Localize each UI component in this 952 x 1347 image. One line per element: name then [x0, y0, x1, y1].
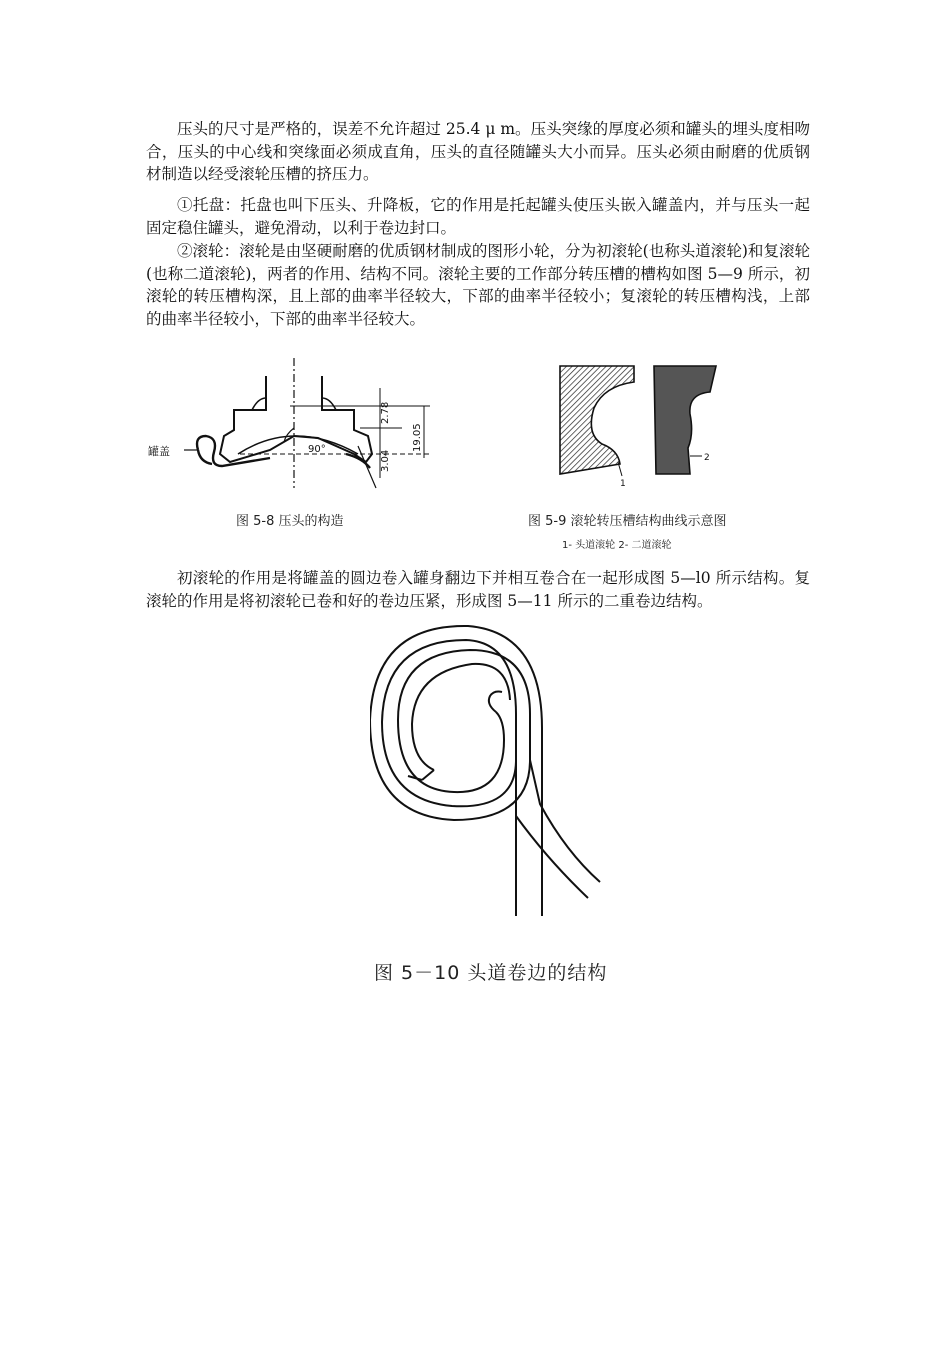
figure-5-8-drawing: [140, 358, 440, 498]
figure-5-9-drawing: [548, 356, 748, 488]
dim-label-c: 19.05: [412, 423, 423, 452]
figure-5-10-caption: 图 5－10 头道卷边的结构: [374, 962, 608, 984]
roller-label-1: 1: [620, 479, 626, 488]
paragraph-2: ①托盘：托盘也叫下压头、升降板，它的作用是托起罐头使压头嵌入罐盖内，并与压头一起固定稳住罐头，避免滑动，以利于卷边封口。: [146, 196, 810, 237]
figure-5-8-caption: 图 5-8 压头的构造: [236, 514, 344, 529]
paragraph-1: 压头的尺寸是严格的，误差不允许超过 25.4 μ m。压头突缘的厚度必须和罐头的埋头度相吻合，压头的中心线和突缘面必须成直角，压头的直径随罐头大小而异。压头必须由耐磨的优质钢材制造以经受滚轮压槽的挤压力。: [146, 120, 810, 184]
figure-5-10-drawing: [370, 620, 610, 925]
paragraph-3: ②滚轮：滚轮是由坚硬耐磨的优质钢材制成的图形小轮，分为初滚轮(也称头道滚轮)和复滚轮(也称二道滚轮)，两者的作用、结构不同。滚轮主要的工作部分转压槽的槽构如图 5—9 所示，初滚轮的转压槽构深，且上部的曲率半径较大，下部的曲率半径较小；复滚轮的转压槽构浅，上部的曲率半径较小，下部的曲率半径较大。: [146, 242, 810, 328]
can-lid-label: 罐盖: [148, 445, 170, 458]
paragraph-4: 初滚轮的作用是将罐盖的圆边卷入罐身翻边下并相互卷合在一起形成图 5—l0 所示结构。复滚轮的作用是将初滚轮已卷和好的卷边压紧，形成图 5—11 所示的二重卷边结构。: [146, 569, 810, 610]
roller-label-2: 2: [704, 453, 710, 463]
dim-label-b: 3.04: [380, 449, 391, 472]
dim-label-a: 2.78: [380, 401, 391, 424]
figure-5-9-subcaption: 1- 头道滚轮 2- 二道滚轮: [562, 540, 672, 551]
angle-label: 90°: [308, 444, 326, 455]
figure-5-9-caption: 图 5-9 滚轮转压槽结构曲线示意图: [528, 514, 727, 529]
